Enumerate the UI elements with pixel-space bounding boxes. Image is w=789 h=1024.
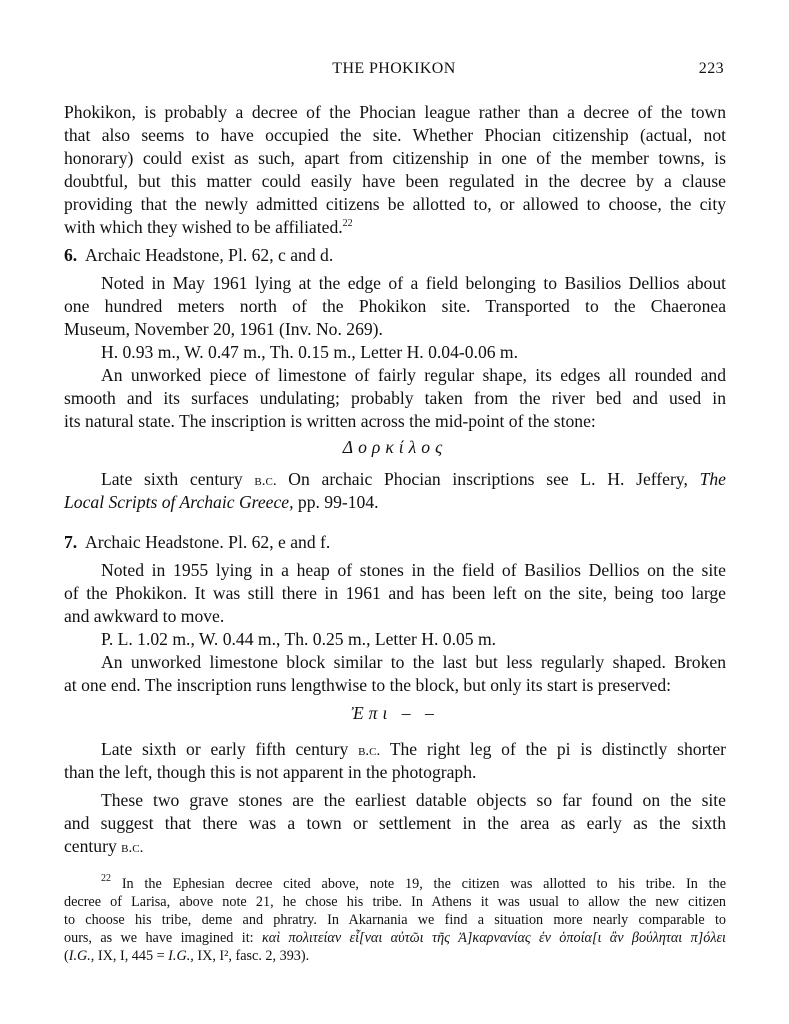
text-line: smooth and its surfaces undulating; probably taken from the river bed and used in xyxy=(64,388,726,408)
text: century xyxy=(64,836,117,856)
footnote-ref-22[interactable]: 22 xyxy=(342,218,353,229)
greek-quote: καὶ πολιτείαν εἶ[ναι αὐτῶι τῆς Ἀ]καρνανίας ἐν ὁποία[ι ἂν βούληται π]όλει xyxy=(261,930,727,946)
text-line: honorary) could exist as such, apart from citizenship in one of the member towns, is xyxy=(64,148,726,168)
era: b.c. xyxy=(254,473,277,489)
text-line: Noted in 1955 lying in a heap of stones in the field of Basilios Dellios on the site xyxy=(101,560,726,580)
entry-7-body xyxy=(64,559,726,697)
footnote-line: decree of Larisa, above note 21, he chose his tribe. In Athens it was usual to allow the new citizen xyxy=(64,894,726,910)
commentary-text: The right leg of the pi is distinctly shorter xyxy=(389,739,726,759)
commentary-text: On archaic Phocian inscriptions see L. H. Jeffery, xyxy=(288,469,688,489)
text-line: These two grave stones are the earliest datable objects so far found on the site xyxy=(101,790,726,810)
entry-heading: Archaic Headstone. Pl. 62, e and f. xyxy=(85,532,331,552)
text-line: of the Phokikon. It was still there in 1961 and has been left on the site, being too large xyxy=(64,583,726,603)
inscription-7 xyxy=(64,702,726,725)
running-head xyxy=(64,60,724,86)
citation: IX, I, 445 = xyxy=(97,948,165,964)
footnote-22 xyxy=(64,875,726,965)
dimensions: P. L. 1.02 m., W. 0.44 m., Th. 0.25 m., Letter H. 0.05 m. xyxy=(101,629,497,649)
book-title: The xyxy=(699,469,726,489)
citation-abbrev: I.G., xyxy=(168,948,194,964)
text-line: and awkward to move. xyxy=(64,606,225,626)
inscription-text: Ἐπι – – xyxy=(351,703,439,723)
inscription-6 xyxy=(64,436,726,459)
conclusion-paragraph xyxy=(64,789,726,858)
book-title: Local Scripts of Archaic Greece, xyxy=(64,492,294,512)
text-line: at one end. The inscription runs lengthwise to the block, but only its start is preserved: xyxy=(64,675,672,695)
entry-6-heading xyxy=(64,244,726,267)
date-text: Late sixth century xyxy=(101,469,243,489)
paren: ( xyxy=(64,948,69,964)
entry-number: 6. xyxy=(64,245,78,265)
intro-paragraph xyxy=(64,101,726,239)
footnote-line xyxy=(64,875,726,893)
inscription-text: Δορκίλος xyxy=(342,437,448,457)
entry-7-heading xyxy=(64,531,726,554)
text-line-last xyxy=(64,835,726,858)
footnote-marker: 22 xyxy=(101,873,111,884)
text-line: one hundred meters north of the Phokikon site. Transported to the Chaeronea xyxy=(64,296,726,316)
entry-number: 7. xyxy=(64,532,78,552)
footnote-line: to choose his tribe, deme and phratry. In Akarnania we find a situation more nearly comparable to xyxy=(64,912,726,928)
text-line: Phokikon, is probably a decree of the Phocian league rather than a decree of the town xyxy=(64,102,726,122)
text-line-last xyxy=(64,216,726,239)
citation-abbrev: I.G., xyxy=(68,948,95,964)
entry-7-commentary xyxy=(64,738,726,784)
pages: pp. 99-104. xyxy=(297,492,379,512)
text-line: and suggest that there was a town or settlement in the area as early as the sixth xyxy=(64,813,726,833)
text-line: Noted in May 1961 lying at the edge of a field belonging to Basilios Dellios about xyxy=(101,273,726,293)
footnote-text: ours, as we have imagined it: xyxy=(64,930,254,946)
era: b.c. xyxy=(121,840,144,856)
citation: IX, I², fasc. 2, 393). xyxy=(197,948,310,964)
text-line: than the left, though this is not apparent in the photograph. xyxy=(64,762,477,782)
text-line: Museum, November 20, 1961 (Inv. No. 269). xyxy=(64,319,383,339)
text-line: providing that the newly admitted citizens be allotted to, or allowed to choose, the city xyxy=(64,194,726,214)
text-line: that also seems to have occupied the site. Whether Phocian citizenship (actual, not xyxy=(64,125,726,145)
running-title: THE PHOKIKON xyxy=(332,60,456,77)
footnote-line xyxy=(64,947,726,965)
text-line: with which they wished to be affiliated. xyxy=(64,217,343,237)
date-text: Late sixth or early fifth century xyxy=(101,739,349,759)
entry-heading: Archaic Headstone, Pl. 62, c and d. xyxy=(85,245,334,265)
text-line: its natural state. The inscription is written across the mid-point of the stone: xyxy=(64,411,596,431)
dimensions: H. 0.93 m., W. 0.47 m., Th. 0.15 m., Letter H. 0.04-0.06 m. xyxy=(101,342,519,362)
entry-6-commentary xyxy=(64,468,726,514)
commentary-line xyxy=(64,738,726,761)
text-line: An unworked piece of limestone of fairly regular shape, its edges all rounded and xyxy=(101,365,726,385)
commentary-line xyxy=(64,491,726,514)
commentary-line xyxy=(64,468,726,491)
footnote-line xyxy=(64,929,726,947)
era: b.c. xyxy=(358,743,381,759)
page-number: 223 xyxy=(698,60,724,77)
entry-6-body xyxy=(64,272,726,433)
text-line: An unworked limestone block similar to the last but less regularly shaped. Broken xyxy=(101,652,726,672)
footnote-text: In the Ephesian decree cited above, note 19, the citizen was allotted to his tribe. In the xyxy=(121,876,726,892)
text-line: doubtful, but this matter could easily have been regulated in the decree by a clause xyxy=(64,171,726,191)
